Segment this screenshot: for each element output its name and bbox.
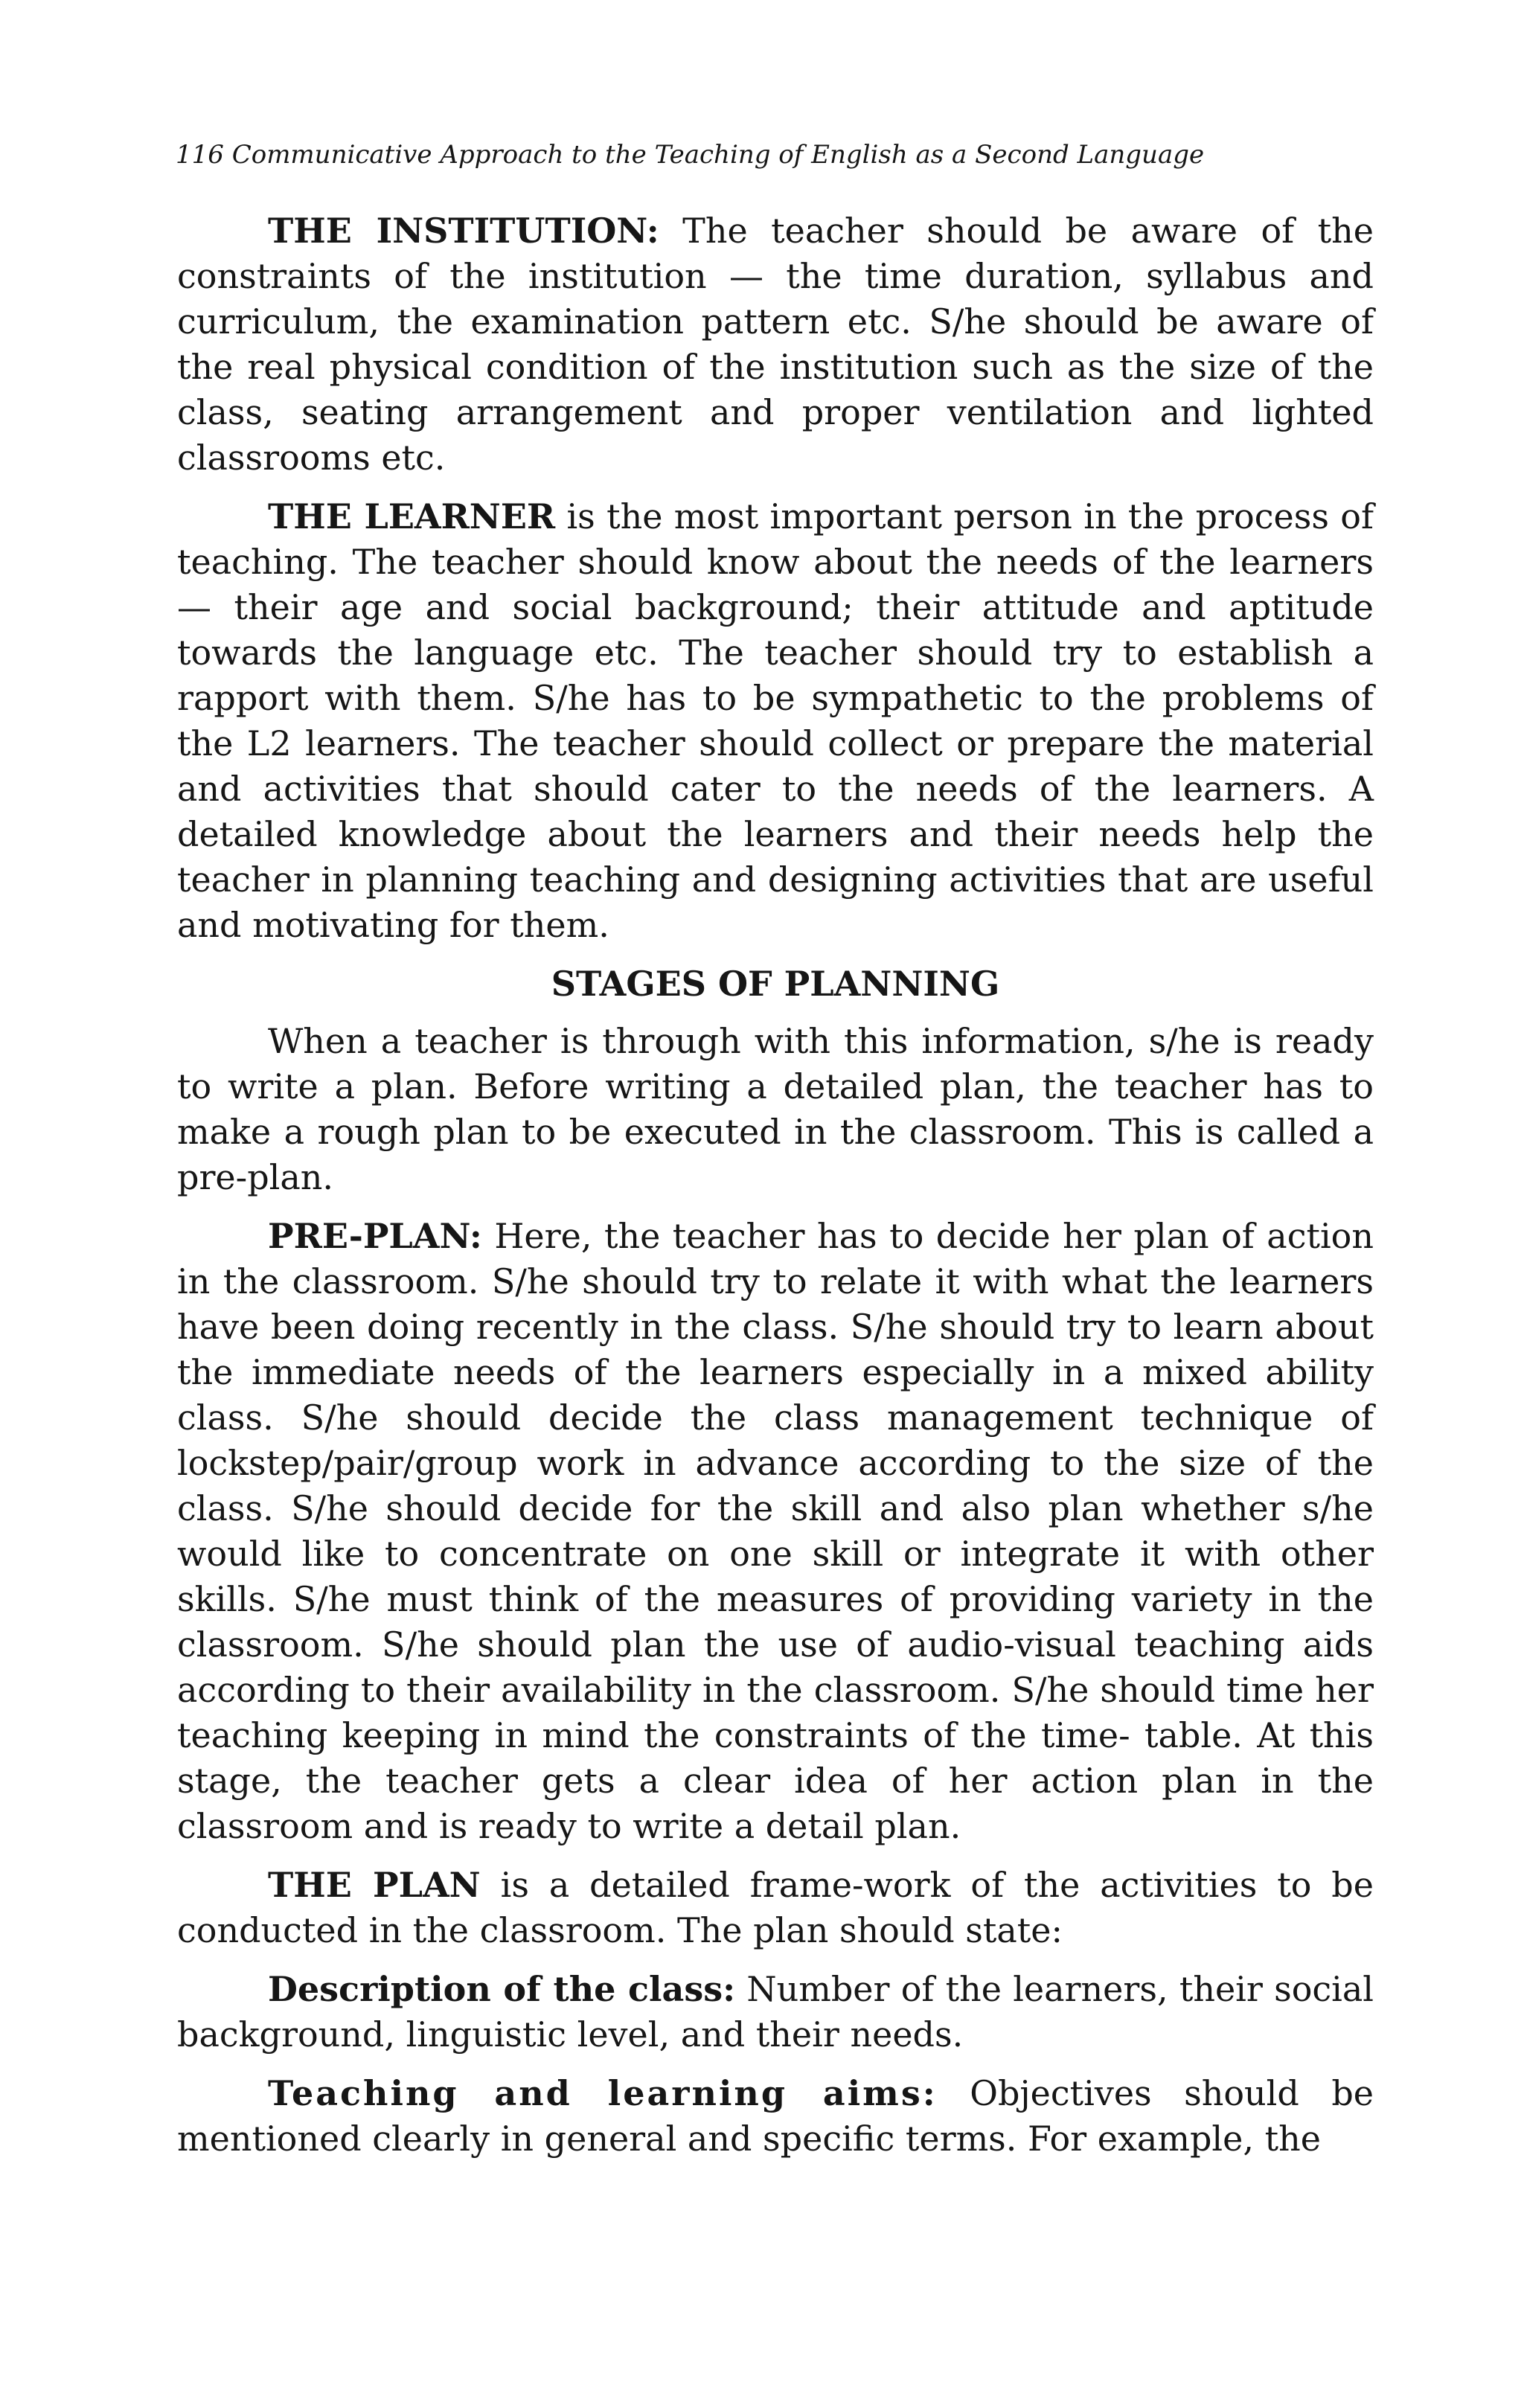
text-aims: Objectives should be mentioned clearly in general and specific terms. For example, the <box>177 2073 1374 2159</box>
text-description: Number of the learners, their social background, linguistic level, and their needs. <box>177 1969 1374 2055</box>
lead-aims: Teaching and learning aims: <box>268 2073 938 2113</box>
paragraph-aims <box>177 2071 1374 2162</box>
lead-learner: THE LEARNER <box>268 496 556 537</box>
lead-institution: THE INSTITUTION: <box>268 211 659 251</box>
paragraph-description <box>177 1967 1374 2058</box>
text-learner: is the most important person in the process of teaching. The teacher should know about the needs of the learners — their age and social background; their attitude and aptitude towards the language etc. The teacher should try to establish a rapport with them. S/he has to be sympathetic to the problems of the L2 learners. The teacher should collect or prepare the material and activities that should cater to the needs of the learners. A detailed knowledge about the learners and their needs help the teacher in planning teaching and designing activities that are useful and motivating for them. <box>177 496 1374 945</box>
text-preplan: Here, the teacher has to decide her plan of action in the classroom. S/he should try to relate it with what the learners have been doing recently in the class. S/he should try to learn about the immediate needs of the learners especially in a mixed ability class. S/he should decide the class management technique of lockstep/pair/group work in advance according to the size of the class. S/he should decide for the skill and also plan whether s/he would like to concentrate on one skill or integrate it with other skills. S/he must think of the measures of providing variety in the classroom. S/he should plan the use of audio-visual teaching aids according to their availability in the classroom. S/he should time her teaching keeping in mind the constraints of the time- table. At this stage, the teacher gets a clear idea of her action plan in the classroom and is ready to write a detail plan. <box>177 1216 1374 1846</box>
text-plan: is a detailed frame-work of the activities to be conducted in the classroom. The plan should state: <box>177 1865 1374 1950</box>
lead-plan: THE PLAN <box>268 1865 481 1905</box>
lead-description: Description of the class: <box>268 1969 736 2009</box>
text-intro: When a teacher is through with this information, s/he is ready to write a plan. Before writing a detailed plan, the teacher has to make a rough plan to be executed in the classroom. This is called a pre-plan. <box>177 1021 1374 1197</box>
paragraph-intro <box>177 1019 1374 1200</box>
page-body <box>177 208 1374 2175</box>
paragraph-learner <box>177 494 1374 948</box>
section-heading: STAGES OF PLANNING <box>551 964 1000 1004</box>
paragraph-plan <box>177 1863 1374 1953</box>
paragraph-preplan <box>177 1214 1374 1849</box>
text-institution: The teacher should be aware of the constraints of the institution — the time duration, syllabus and curriculum, the examination pattern etc. S/he should be aware of the real physical condition of the institution such as the size of the class, seating arrangement and proper ventilation and lighted classrooms etc. <box>177 211 1374 478</box>
running-head: 116 Communicative Approach to the Teaching of English as a Second Language <box>176 140 1205 170</box>
lead-preplan: PRE-PLAN: <box>268 1216 482 1256</box>
paragraph-institution <box>177 208 1374 481</box>
